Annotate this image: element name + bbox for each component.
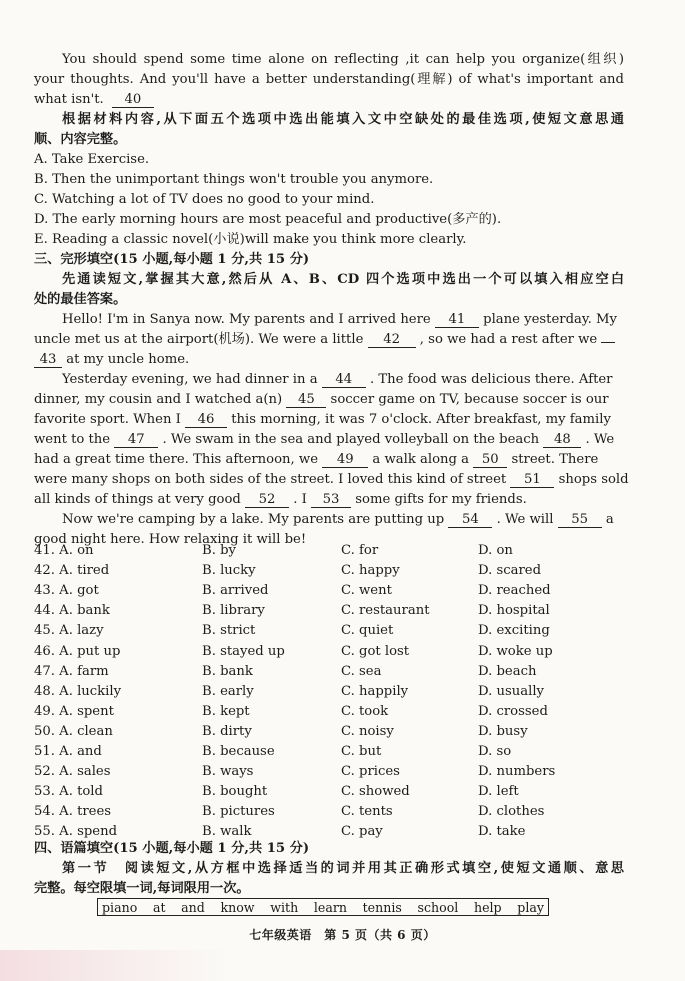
passage-line: You should spend some time alone on reflecting ,it can help you organize(组织) xyxy=(62,52,624,67)
passage-line xyxy=(34,330,624,349)
question-option-b[interactable]: B. stayed up xyxy=(202,643,285,659)
answer-blank-48[interactable]: 48 xyxy=(543,432,581,448)
line-text: soccer game on TV, because soccer is our xyxy=(330,392,609,407)
passage-line xyxy=(62,370,624,389)
question-option-d[interactable]: D. exciting xyxy=(478,623,550,639)
answer-blank-52[interactable]: 52 xyxy=(245,492,289,508)
passage-line xyxy=(34,430,624,449)
answer-blank-49[interactable]: 49 xyxy=(322,452,368,468)
question-option-a[interactable]: 52. A. sales xyxy=(34,764,111,780)
option-e: E. Reading a classic novel(小说)will make you think more clearly. xyxy=(34,232,467,247)
question-option-c[interactable]: C. got lost xyxy=(341,643,410,659)
question-option-d[interactable]: D. woke up xyxy=(478,643,553,659)
word-item: help xyxy=(473,899,502,915)
line-text: all kinds of things at very good xyxy=(34,492,241,507)
instruction-line: 先通读短文,掌握其大意,然后从 A、B、CD 四个选项中选出一个可以填入相应空白 xyxy=(62,272,624,287)
option-c: C. Watching a lot of TV does no good to your mind. xyxy=(34,192,375,207)
line-text: Hello! I'm in Sanya now. My parents and I arrived here xyxy=(62,312,431,327)
passage-line xyxy=(34,450,624,469)
question-option-b[interactable]: B. bank xyxy=(202,663,253,679)
line-text: plane yesterday. My xyxy=(483,312,617,327)
passage-line xyxy=(62,510,624,529)
answer-blank-43[interactable]: 43 xyxy=(34,352,62,368)
answer-blank-41[interactable]: 41 xyxy=(435,312,479,328)
line-text: were many shops on both sides of the street. I loved this kind of street xyxy=(34,472,507,487)
line-text: some gifts for my friends. xyxy=(355,492,527,507)
blank-line xyxy=(601,342,615,343)
passage-line xyxy=(34,390,624,409)
line-text: . The food was delicious there. After xyxy=(369,372,613,387)
word-item: learn xyxy=(313,899,347,915)
line-text: . We swam in the sea and played volleyball on the beach xyxy=(162,432,540,447)
question-option-a[interactable]: 43. A. got xyxy=(34,583,99,599)
question-option-c[interactable]: C. happily xyxy=(341,683,409,699)
question-option-b[interactable]: B. lucky xyxy=(202,563,256,579)
word-item: school xyxy=(417,899,459,915)
instruction-line: 完整。每空限填一词,每词限用一次。 xyxy=(34,881,250,896)
passage-line xyxy=(34,490,624,509)
question-option-c[interactable]: C. pay xyxy=(341,824,383,840)
question-option-d[interactable]: D. usually xyxy=(478,683,544,699)
question-option-c[interactable]: C. restaurant xyxy=(341,603,430,619)
option-a: A. Take Exercise. xyxy=(34,152,150,167)
line-text: favorite sport. When I xyxy=(34,412,181,427)
question-option-c[interactable]: C. showed xyxy=(341,784,410,800)
question-option-a[interactable]: 48. A. luckily xyxy=(34,683,122,699)
line-text: uncle met us at the airport(机场). We were a little xyxy=(34,332,364,347)
line-text: . We xyxy=(585,432,615,447)
answer-blank-50[interactable]: 50 xyxy=(473,452,507,468)
question-option-d[interactable]: D. beach xyxy=(478,663,537,679)
question-option-a[interactable]: 54. A. trees xyxy=(34,804,112,820)
question-option-d[interactable]: D. busy xyxy=(478,723,528,739)
question-option-a[interactable]: 53. A. told xyxy=(34,784,103,800)
answer-blank-53[interactable]: 53 xyxy=(311,492,351,508)
answer-blank-51[interactable]: 51 xyxy=(510,472,554,488)
answer-blank-54[interactable]: 54 xyxy=(448,512,492,528)
instruction-line: 处的最佳答案。 xyxy=(34,292,127,307)
answer-blank-42[interactable]: 42 xyxy=(368,332,416,348)
question-option-c[interactable]: C. tents xyxy=(341,804,393,820)
word-item: know xyxy=(220,899,255,915)
answer-blank-44[interactable]: 44 xyxy=(322,372,366,388)
question-option-c[interactable]: C. happy xyxy=(341,563,400,579)
question-option-c[interactable]: C. for xyxy=(341,543,379,558)
line-text: a xyxy=(605,512,614,527)
answer-blank-40[interactable]: 40 xyxy=(112,92,154,108)
passage-line xyxy=(34,410,624,429)
word-item: play xyxy=(517,899,544,915)
page-footer: 七年级英语 第 5 页（共 6 页） xyxy=(249,928,436,942)
question-option-c[interactable]: C. sea xyxy=(341,663,382,679)
question-option-c[interactable]: C. went xyxy=(341,583,392,599)
word-item: at xyxy=(152,899,166,915)
line-text: dinner, my cousin and I watched a(n) xyxy=(34,392,283,407)
question-option-b[interactable]: B. because xyxy=(202,744,275,759)
question-option-b[interactable]: B. ways xyxy=(202,764,254,780)
line-text: had a great time there. This afternoon, we xyxy=(34,452,319,467)
line-text: at my uncle home. xyxy=(66,352,190,367)
passage-line: your thoughts. And you'll have a better understanding(理解) of what's important and xyxy=(34,72,624,87)
question-option-d[interactable]: D. left xyxy=(478,784,519,800)
question-option-d[interactable]: D. numbers xyxy=(478,764,556,780)
question-option-a[interactable]: 42. A. tired xyxy=(34,563,110,579)
question-option-b[interactable]: B. early xyxy=(202,683,254,699)
question-option-d[interactable]: D. so xyxy=(478,744,512,759)
question-option-a[interactable]: 44. A. bank xyxy=(34,603,110,619)
question-option-b[interactable]: B. walk xyxy=(202,824,252,840)
question-option-b[interactable]: B. pictures xyxy=(202,804,275,820)
answer-blank-47[interactable]: 47 xyxy=(114,432,158,448)
answer-blank-45[interactable]: 45 xyxy=(286,392,326,408)
question-option-d[interactable]: D. clothes xyxy=(478,804,545,820)
paper-stain xyxy=(0,950,230,981)
line-text: went to the xyxy=(34,432,111,447)
question-option-c[interactable]: C. but xyxy=(341,744,382,759)
answer-blank-55[interactable]: 55 xyxy=(558,512,602,528)
section-heading-4: 四、语篇填空(15 小题,每小题 1 分,共 15 分) xyxy=(34,841,310,856)
question-option-a[interactable]: 50. A. clean xyxy=(34,723,113,739)
question-option-d[interactable]: D. crossed xyxy=(478,703,548,719)
answer-blank-46[interactable]: 46 xyxy=(185,412,227,428)
line-text: this morning, it was 7 o'clock. After breakfast, my family xyxy=(231,412,611,427)
passage-line xyxy=(34,470,629,489)
question-option-b[interactable]: B. strict xyxy=(202,623,256,639)
question-option-b[interactable]: B. dirty xyxy=(202,723,252,739)
word-item: with xyxy=(270,899,299,915)
passage-line xyxy=(34,350,624,369)
question-option-c[interactable]: C. prices xyxy=(341,764,400,780)
instruction-line: 第一节 阅读短文,从方框中选择适当的词并用其正确形式填空,使短文通顺、意思 xyxy=(62,861,624,876)
line-text: shops sold xyxy=(558,472,629,487)
question-option-a[interactable]: 41. A. on xyxy=(34,543,94,558)
question-option-b[interactable]: B. library xyxy=(202,603,265,619)
line-text: what isn't. xyxy=(34,92,104,107)
word-item: piano xyxy=(102,899,138,915)
instruction-line: 顺、内容完整。 xyxy=(34,132,127,147)
question-option-b[interactable]: B. bought xyxy=(202,784,268,800)
line-text: Yesterday evening, we had dinner in a xyxy=(62,372,318,387)
question-option-a[interactable]: 51. A. and xyxy=(34,744,102,759)
option-b: B. Then the unimportant things won't trouble you anymore. xyxy=(34,172,434,187)
question-option-a[interactable]: 49. A. spent xyxy=(34,703,114,719)
line-text: , so we had a rest after we xyxy=(419,332,598,347)
question-option-c[interactable]: C. noisy xyxy=(341,723,394,739)
question-option-a[interactable]: 47. A. farm xyxy=(34,663,109,679)
question-option-d[interactable]: D. take xyxy=(478,824,526,840)
question-option-a[interactable]: 55. A. spend xyxy=(34,824,118,840)
passage-line: good night here. How relaxing it will be! xyxy=(34,532,307,547)
question-option-c[interactable]: C. took xyxy=(341,703,389,719)
instruction-line: 根据材料内容,从下面五个选项中选出能填入文中空缺处的最佳选项,使短文意思通 xyxy=(62,112,624,127)
question-option-a[interactable]: 45. A. lazy xyxy=(34,623,104,639)
word-item: tennis xyxy=(362,899,402,915)
line-text: . I xyxy=(293,492,307,507)
question-option-d[interactable]: D. on xyxy=(478,543,513,558)
passage-line xyxy=(34,90,624,109)
question-option-d[interactable]: D. scared xyxy=(478,563,542,579)
line-text: a walk along a xyxy=(372,452,470,467)
question-option-b[interactable]: B. kept xyxy=(202,703,250,719)
line-text: Now we're camping by a lake. My parents are putting up xyxy=(62,512,445,527)
word-box xyxy=(97,898,549,916)
question-option-b[interactable]: B. arrived xyxy=(202,583,269,599)
line-text: street. There xyxy=(511,452,599,467)
question-option-b[interactable]: B. by xyxy=(202,543,236,558)
question-option-a[interactable]: 46. A. put up xyxy=(34,643,121,659)
word-item: and xyxy=(181,899,205,915)
question-option-d[interactable]: D. reached xyxy=(478,583,551,599)
option-d: D. The early morning hours are most peaceful and productive(多产的). xyxy=(34,212,502,227)
passage-line xyxy=(62,310,624,329)
line-text: . We will xyxy=(496,512,554,527)
question-option-c[interactable]: C. quiet xyxy=(341,623,394,639)
section-heading-3: 三、完形填空(15 小题,每小题 1 分,共 15 分) xyxy=(34,252,310,267)
question-option-d[interactable]: D. hospital xyxy=(478,603,550,619)
